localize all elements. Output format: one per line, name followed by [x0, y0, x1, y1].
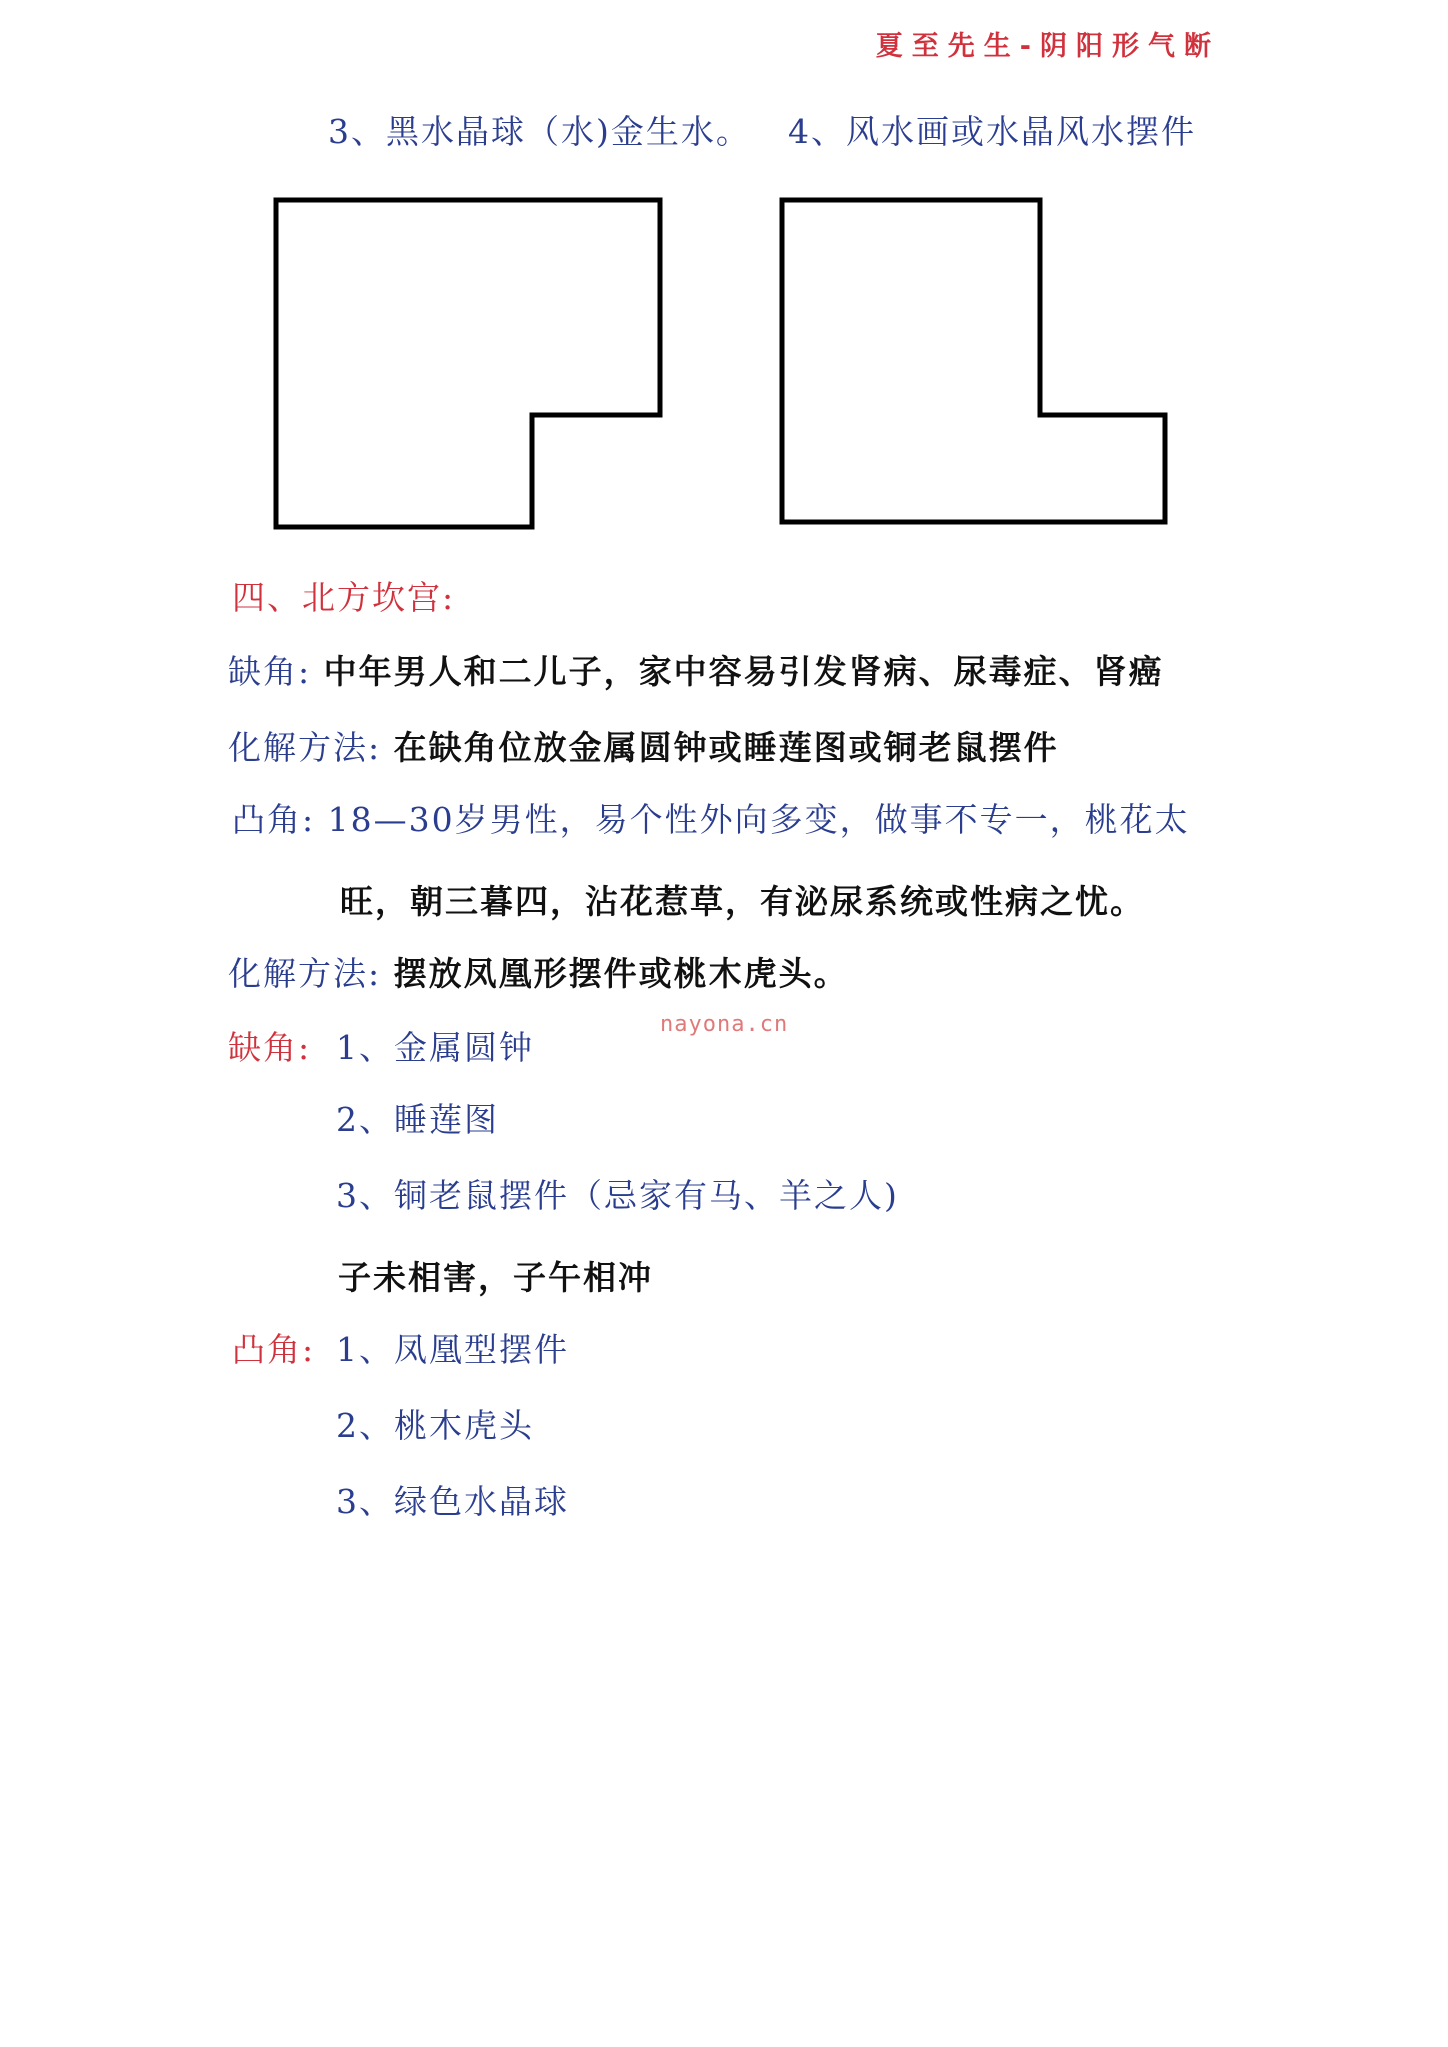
watermark: nayona.cn: [660, 1012, 789, 1037]
line-protruding-continued: 旺，朝三暮四，沾花惹草，有泌尿系统或性病之忧。: [340, 882, 1145, 921]
floorplan-diagrams: [0, 0, 1448, 560]
protruding-corner-item-1: 1、凤凰型摆件: [336, 1330, 569, 1369]
section-title: 四、北方坎宫:: [232, 578, 456, 617]
caption-right: 4、风水画或水晶风水摆件: [788, 112, 1196, 151]
note-clash: 子未相害，子午相冲: [338, 1258, 653, 1297]
line-remedy-missing: [228, 722, 1059, 769]
floorplan-protruding-corner-shape: [782, 200, 1165, 522]
line-protruding-corner: [232, 794, 1190, 841]
line-label: 化解方法:: [228, 954, 382, 993]
missing-corner-item-3: 3、铜老鼠摆件（忌家有马、羊之人): [336, 1176, 899, 1215]
line-text: 在缺角位放金属圆钟或睡莲图或铜老鼠摆件: [393, 728, 1059, 767]
protruding-corner-item-2: 2、桃木虎头: [336, 1406, 534, 1445]
document-header: 夏至先生-阴阳形气断: [875, 31, 1220, 62]
protruding-corner-item-3: 3、绿色水晶球: [336, 1482, 569, 1521]
missing-corner-label: 缺角:: [228, 1028, 312, 1067]
line-remedy-protruding: [228, 948, 849, 995]
missing-corner-item-2: 2、睡莲图: [336, 1100, 499, 1139]
missing-corner-item-1: 1、金属圆钟: [336, 1028, 534, 1067]
caption-left: 3、黑水晶球（水)金生水。: [328, 112, 751, 151]
protruding-corner-label: 凸角:: [232, 1330, 316, 1369]
line-missing-corner: [228, 646, 1164, 693]
line-text: 18—30岁男性，易个性外向多变，做事不专一，桃花太: [327, 800, 1190, 839]
line-text: 摆放凤凰形摆件或桃木虎头。: [393, 954, 849, 993]
floorplan-missing-corner-shape: [276, 200, 660, 527]
line-label: 缺角:: [228, 652, 312, 691]
line-text: 中年男人和二儿子，家中容易引发肾病、尿毒症、肾癌: [323, 652, 1164, 691]
line-label: 化解方法:: [228, 728, 382, 767]
line-label: 凸角:: [232, 800, 316, 839]
